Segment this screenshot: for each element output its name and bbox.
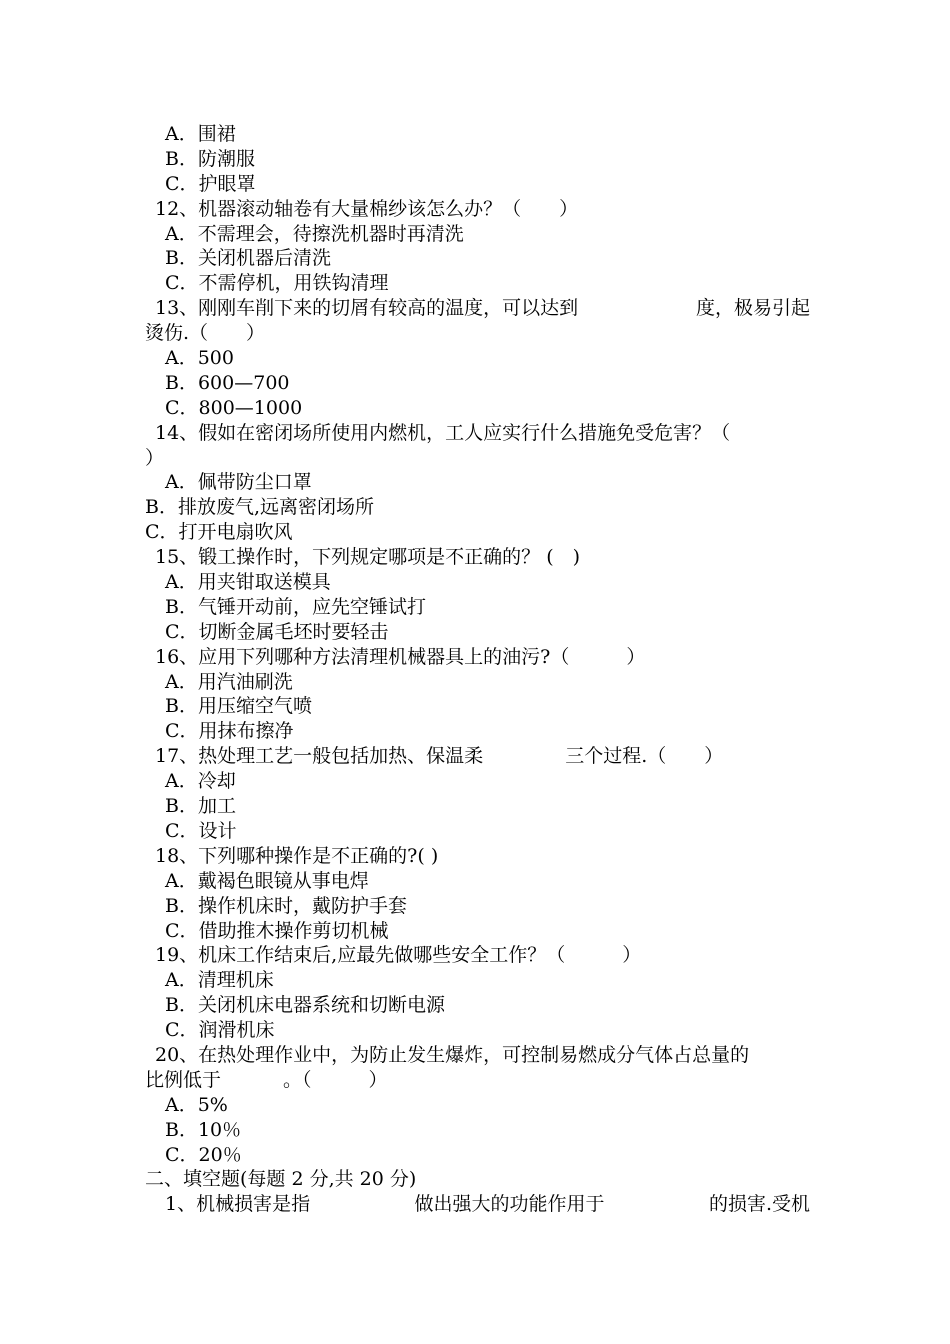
- q12-stem: 12、机器滚动轴卷有大量棉纱该怎么办？（ ）: [155, 197, 579, 220]
- q20-stem: 20、在热处理作业中，为防止发生爆炸，可控制易燃成分气体占总量的: [155, 1043, 750, 1066]
- q18-stem: 18、下列哪种操作是不正确的?( ): [155, 844, 439, 867]
- q11-option-b: B．防潮服: [165, 147, 255, 170]
- q20-option-a: A．5%: [165, 1093, 228, 1116]
- q14-option-b: B．排放废气,远离密闭场所: [145, 496, 375, 519]
- q13-stem-part-a: 13、刚刚车削下来的切屑有较高的温度，可以达到: [155, 297, 579, 320]
- q17-stem-part-a: 17、热处理工艺一般包括加热、保温柔: [155, 745, 484, 768]
- fill-q1-part-a: 1、机械损害是指: [165, 1193, 311, 1216]
- q13-stem-part-b: 度，极易引起: [695, 297, 810, 320]
- fill-q1-part-b: 做出强大的功能作用于: [414, 1193, 605, 1216]
- section-2-title: 二、填空题(每题 2 分,共 20 分): [145, 1168, 417, 1191]
- q19-option-a: A．清理机床: [165, 969, 274, 992]
- q13-option-c: C．800—1000: [165, 396, 303, 419]
- q16-stem: 16、应用下列哪种方法清理机械器具上的油污?（ ）: [155, 645, 646, 668]
- q15-option-c: C．切断金属毛坯时要轻击: [165, 620, 389, 643]
- q11-option-c: C．护眼罩: [165, 172, 256, 195]
- q17-stem: [145, 744, 810, 769]
- q16-option-c: C．用抹布擦净: [165, 720, 294, 743]
- q14-option-c: C．打开电扇吹风: [145, 521, 293, 544]
- q13-option-b: B．600—700: [165, 371, 290, 394]
- q14-option-a: A．佩带防尘口罩: [165, 471, 312, 494]
- q12-option-b: B．关闭机器后清洗: [165, 247, 331, 270]
- q13-option-a: A．500: [165, 347, 234, 370]
- q13-stem-cont: 烫伤.（ ）: [145, 322, 266, 345]
- q20-stem-part-c: 。（ ）: [283, 1068, 388, 1091]
- q14-stem-cont: ）: [145, 446, 165, 469]
- q12-option-c: C．不需停机，用铁钩清理: [165, 272, 389, 295]
- q20-option-c: C．20％: [165, 1143, 242, 1166]
- q18-option-a: A．戴褐色眼镜从事电焊: [165, 869, 369, 892]
- q15-stem: 15、锻工操作时，下列规定哪项是不正确的？ ( ): [155, 546, 581, 569]
- fill-q1-part-c: 的损害.受机: [708, 1193, 810, 1216]
- q16-option-a: A．用汽油刷洗: [165, 670, 293, 693]
- q19-option-b: B．关闭机床电器系统和切断电源: [165, 994, 445, 1017]
- q14-stem: 14、假如在密闭场所使用内燃机，工人应实行什么措施免受危害？（: [155, 421, 731, 444]
- q17-option-c: C．设计: [165, 819, 237, 842]
- q18-option-b: B．操作机床时，戴防护手套: [165, 894, 407, 917]
- q20-stem-part-b: 比例低于: [145, 1068, 222, 1091]
- q17-option-a: A．冷却: [165, 770, 236, 793]
- q20-stem-cont: [145, 1068, 810, 1093]
- q19-stem: 19、机床工作结束后,应最先做哪些安全工作？（ ）: [155, 944, 642, 967]
- q20-option-b: B．10％: [165, 1118, 242, 1141]
- q18-option-c: C．借助推木操作剪切机械: [165, 919, 389, 942]
- fill-q1-stem: [145, 1192, 810, 1217]
- q11-option-a: A．围裙: [165, 123, 236, 145]
- q19-option-c: C．润滑机床: [165, 1019, 275, 1042]
- document-page: [145, 122, 810, 1217]
- q15-option-a: A．用夹钳取送模具: [165, 571, 331, 594]
- q16-option-b: B．用压缩空气喷: [165, 695, 312, 718]
- q17-stem-part-b: 三个过程.（ ）: [565, 745, 724, 768]
- q17-option-b: B．加工: [165, 795, 236, 818]
- q15-option-b: B．气锤开动前，应先空锤试打: [165, 595, 426, 618]
- q13-stem: [145, 296, 810, 321]
- q12-option-a: A．不需理会，待擦洗机器时再清洗: [165, 222, 464, 245]
